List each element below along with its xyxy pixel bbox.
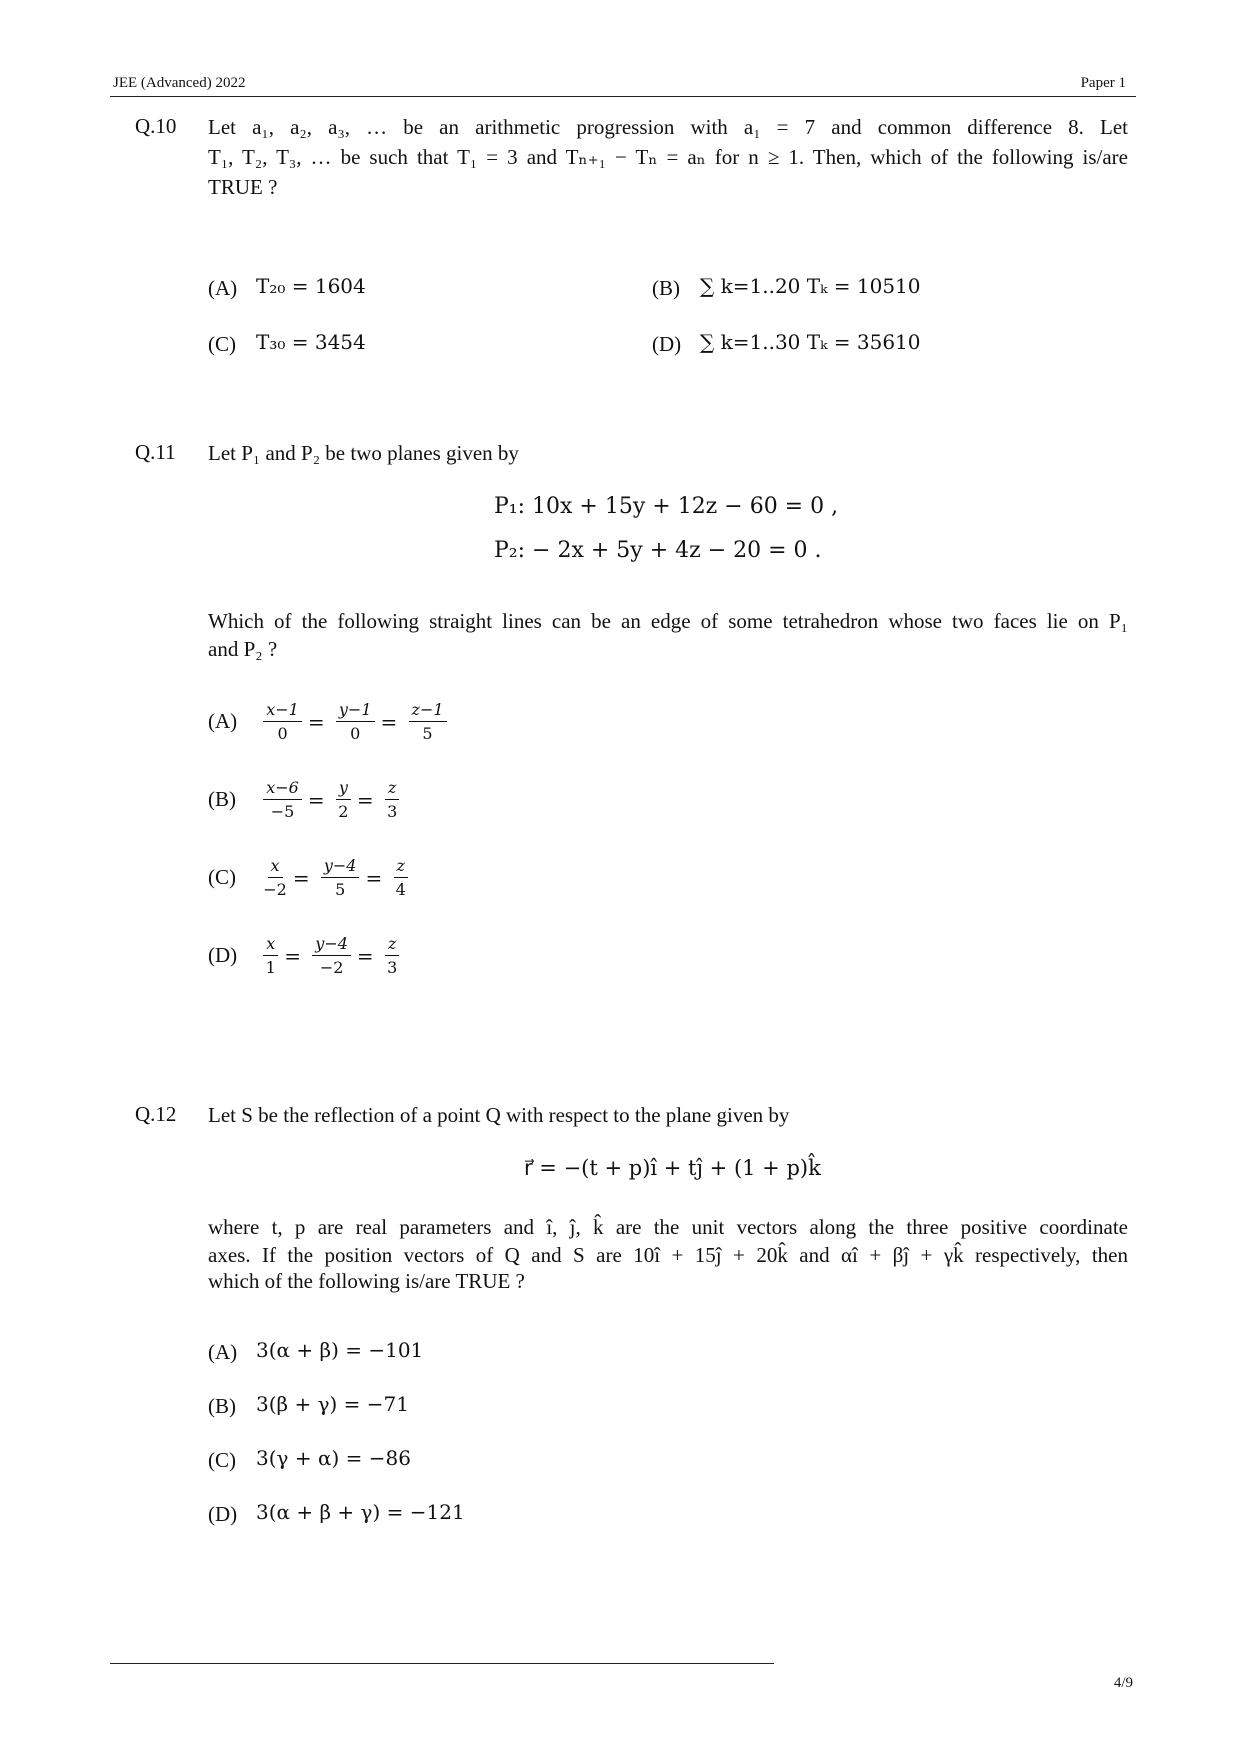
fraction: $\frac{y-4}{-2}$: [312, 934, 351, 977]
q10-option-b: [652, 274, 921, 301]
q12-para-line2: axes. If the position vectors of Q and S are 10î + 15ĵ + 20k̂ and αî + βĵ + γk̂ respectively, then: [208, 1243, 1128, 1267]
q12-option-d: [208, 1500, 465, 1527]
option-expr: T₂₀ = 1604: [256, 274, 366, 298]
q11-question-line2: and P₂ ?: [208, 637, 278, 661]
option-expr: T₃₀ = 3454: [256, 330, 366, 354]
fraction: $\frac{y}{2}$: [336, 778, 351, 821]
q12-option-b: [208, 1392, 409, 1419]
q11-option-c: (C) $\frac{x}{-2}$ = $\frac{y-4}{5}$ = $\frac{z}{4}$: [208, 856, 410, 899]
option-label: (B): [208, 1393, 236, 1418]
fraction: $\frac{x-6}{-5}$: [263, 778, 302, 821]
q11-number: Q.11: [135, 440, 176, 464]
footer-rule: [110, 1663, 774, 1664]
q10-number: Q.10: [135, 114, 177, 138]
fraction: $\frac{y-4}{5}$: [321, 856, 360, 899]
option-expr: 3(γ + α) = −86: [256, 1446, 411, 1470]
option-expr: 3(β + γ) = −71: [256, 1392, 409, 1416]
option-label: (A): [208, 275, 238, 300]
option-label: (D): [652, 331, 682, 356]
page-number: 4/9: [1113, 1675, 1133, 1691]
q12-intro: Let S be the reflection of a point Q with respect to the plane given by: [208, 1103, 790, 1127]
q10-text-line2: T₁, T₂, T₃, … be such that T₁ = 3 and Tₙ₊₁ − Tₙ = aₙ for n ≥ 1. Then, which of the following is/are: [208, 145, 1128, 169]
q12-para-line1: where t, p are real parameters and î, ĵ, k̂ are the unit vectors along the three positive coordinate: [208, 1215, 1128, 1239]
fraction: $\frac{x-1}{0}$: [263, 700, 302, 743]
fraction: $\frac{y-1}{0}$: [336, 700, 375, 743]
option-label: (C): [208, 1447, 236, 1472]
option-label: (C): [208, 331, 236, 356]
q11-option-d: (D) $\frac{x}{1}$ = $\frac{y-4}{-2}$ = $\frac{z}{3}$: [208, 934, 401, 977]
q11-plane2: P₂: − 2x + 5y + 4z − 20 = 0 .: [494, 538, 822, 563]
q12-option-c: [208, 1446, 411, 1473]
q12-para-line3: which of the following is/are TRUE ?: [208, 1269, 525, 1293]
q11-intro: Let P₁ and P₂ be two planes given by: [208, 441, 519, 465]
fraction: $\frac{z}{3}$: [385, 934, 399, 977]
fraction: $\frac{x}{1}$: [263, 934, 278, 977]
option-label: (D): [208, 1501, 238, 1526]
q10-text-line1: Let a₁, a₂, a₃, … be an arithmetic progression with a₁ = 7 and common difference 8. Let: [208, 115, 1128, 139]
option-expr: 3(α + β + γ) = −121: [256, 1500, 465, 1524]
fraction: $\frac{z}{4}$: [394, 856, 408, 899]
q12-number: Q.12: [135, 1102, 177, 1126]
option-label: (A): [208, 1339, 238, 1364]
q12-option-a: [208, 1338, 423, 1365]
option-expr: ∑ k=1..30 Tₖ = 35610: [700, 330, 921, 354]
header-rule: [110, 96, 1136, 97]
q10-option-a: [208, 274, 366, 301]
q10-text-line3: TRUE ?: [208, 175, 278, 199]
q11-question-line1: Which of the following straight lines can be an edge of some tetrahedron whose two faces lie on P₁: [208, 609, 1128, 633]
q11-option-a: (A) $\frac{x-1}{0}$ = $\frac{y-1}{0}$ = $\frac{z-1}{5}$: [208, 700, 449, 743]
q10-option-d: [652, 330, 921, 357]
q10-option-c: [208, 330, 366, 357]
fraction: $\frac{x}{-2}$: [263, 856, 287, 899]
option-label: (D): [208, 943, 238, 967]
fraction: $\frac{z-1}{5}$: [409, 700, 447, 743]
option-expr: ∑ k=1..20 Tₖ = 10510: [700, 274, 921, 298]
option-label: (B): [652, 275, 680, 300]
option-label: (A): [208, 709, 238, 733]
option-expr: 3(α + β) = −101: [256, 1338, 424, 1362]
q11-option-b: (B) $\frac{x-6}{-5}$ = $\frac{y}{2}$ = $\frac{z}{3}$: [208, 778, 401, 821]
header-left: JEE (Advanced) 2022: [113, 75, 246, 91]
option-label: (B): [208, 787, 236, 811]
q12-plane-equation: r⃗ = −(t + p)î + tĵ + (1 + p)k̂: [524, 1156, 821, 1180]
header-right: Paper 1: [1080, 75, 1126, 91]
option-label: (C): [208, 865, 236, 889]
fraction: $\frac{z}{3}$: [385, 778, 399, 821]
q11-plane1: P₁: 10x + 15y + 12z − 60 = 0 ,: [494, 494, 839, 519]
